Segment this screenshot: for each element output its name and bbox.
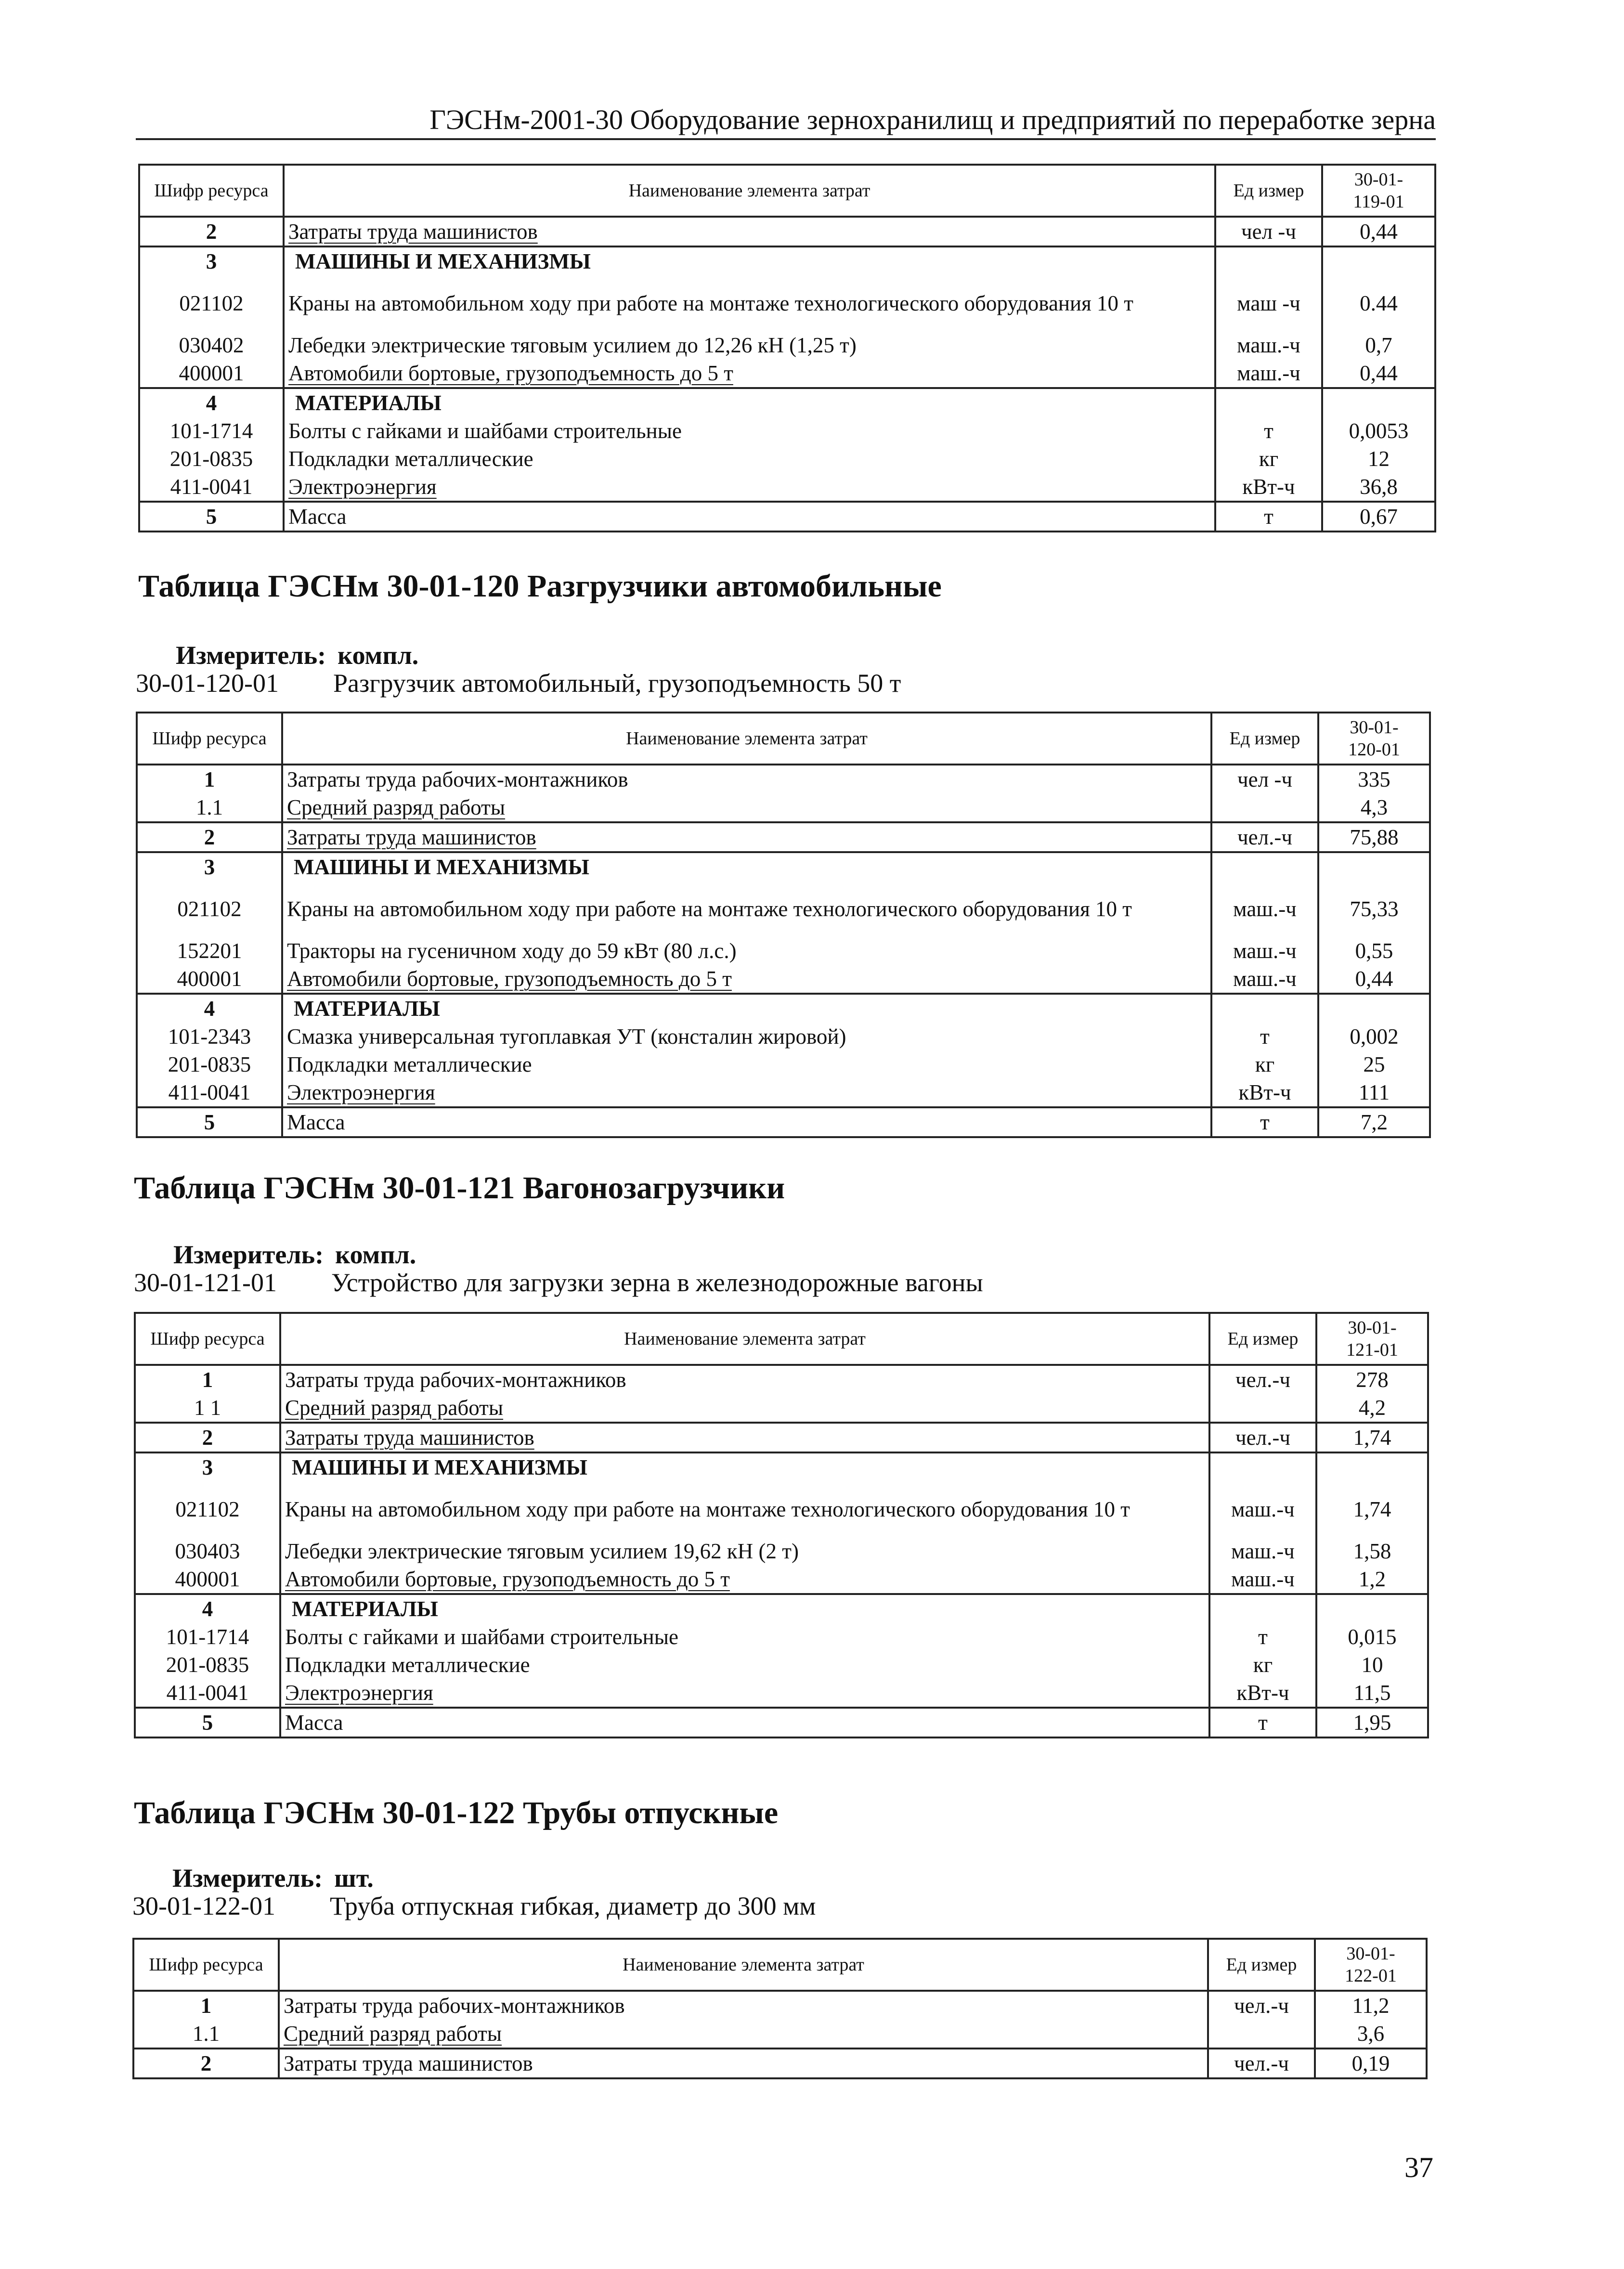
row-value — [1318, 852, 1430, 881]
row-code: 411-0041 — [137, 1078, 282, 1107]
table-row — [137, 965, 1430, 994]
row-name: Затраты труда машинистов — [279, 2049, 1208, 2078]
work-line-122 — [132, 1891, 816, 1921]
col-header-code: Шифр ресурса — [135, 1313, 280, 1365]
col-header-unit: Ед измер — [1208, 1939, 1315, 1991]
table-row — [139, 217, 1435, 246]
row-unit: чел.-ч — [1211, 822, 1318, 852]
row-value: 278 — [1316, 1365, 1428, 1394]
row-code: 021102 — [137, 881, 282, 937]
row-code: 400001 — [137, 965, 282, 994]
norm-code-bottom: 121-01 — [1346, 1340, 1398, 1360]
col-header-norm — [1318, 713, 1430, 765]
row-unit: кВт-ч — [1209, 1679, 1316, 1708]
table-row — [139, 331, 1435, 359]
section-row — [137, 994, 1430, 1023]
row-code: 1 — [137, 765, 282, 793]
row-unit: чел.-ч — [1209, 1365, 1316, 1394]
meter-label: Измеритель: — [176, 641, 326, 670]
row-name: Средний разряд работы — [280, 1394, 1209, 1423]
table-row — [137, 765, 1430, 793]
row-value: 11,2 — [1315, 1991, 1427, 2020]
row-unit: т — [1211, 1023, 1318, 1050]
meter-line-122 — [172, 1863, 385, 1893]
row-unit: т — [1211, 1107, 1318, 1137]
row-code: 201-0835 — [139, 445, 284, 473]
row-code: 2 — [133, 2049, 279, 2078]
row-name: Смазка универсальная тугоплавкая УТ (консталин жировой) — [282, 1023, 1211, 1050]
row-code: 2 — [135, 1423, 280, 1452]
row-value: 0,0053 — [1322, 417, 1435, 445]
row-code: 400001 — [135, 1565, 280, 1594]
row-name: Автомобили бортовые, грузоподъемность до 5 т — [280, 1565, 1209, 1594]
row-code: 030402 — [139, 331, 284, 359]
row-name: Затраты труда рабочих-монтажников — [282, 765, 1211, 793]
row-code: 021102 — [135, 1481, 280, 1537]
row-code: 411-0041 — [139, 473, 284, 502]
row-value: 7,2 — [1318, 1107, 1430, 1137]
resource-table-121 — [134, 1312, 1429, 1738]
table-row — [135, 1537, 1428, 1565]
row-code: 4 — [137, 994, 282, 1023]
row-code: 5 — [137, 1107, 282, 1137]
row-unit — [1209, 1452, 1316, 1481]
row-code: 101-2343 — [137, 1023, 282, 1050]
row-unit: маш.-ч — [1215, 331, 1322, 359]
table-row — [135, 1623, 1428, 1651]
row-name: Подкладки металлические — [282, 1050, 1211, 1078]
col-header-unit: Ед измер — [1209, 1313, 1316, 1365]
table-row — [135, 1394, 1428, 1423]
meter-line-120 — [176, 640, 430, 670]
row-unit — [1211, 793, 1318, 822]
table-title-121: Таблица ГЭСНм 30-01-121 Вагонозагрузчики — [134, 1170, 785, 1206]
row-unit — [1215, 246, 1322, 275]
resource-table-122 — [132, 1938, 1428, 2079]
resource-table-120 — [136, 712, 1431, 1138]
resource-table-119 — [138, 164, 1436, 532]
row-value: 75,88 — [1318, 822, 1430, 852]
row-unit: маш.-ч — [1209, 1537, 1316, 1565]
table-row — [137, 1050, 1430, 1078]
col-header-unit: Ед измер — [1215, 165, 1322, 217]
row-code: 411-0041 — [135, 1679, 280, 1708]
row-name: Лебедки электрические тяговым усилием 19,62 кН (2 т) — [280, 1537, 1209, 1565]
row-name: Болты с гайками и шайбами строительные — [284, 417, 1215, 445]
row-name: Затраты труда рабочих-монтажников — [279, 1991, 1208, 2020]
row-code: 030403 — [135, 1537, 280, 1565]
table-row — [133, 2020, 1427, 2049]
row-unit: маш.-ч — [1209, 1565, 1316, 1594]
row-value: 10 — [1316, 1651, 1428, 1679]
norm-code-top: 30-01- — [1350, 717, 1399, 738]
meter-value: компл. — [338, 641, 419, 670]
row-unit: чел.-ч — [1208, 1991, 1315, 2020]
running-header-text: ГЭСНм-2001-30 Оборудование зернохранилищ и предприятий по переработке зерна — [429, 104, 1436, 135]
norm-code-top: 30-01- — [1346, 1944, 1395, 1964]
page-number: 37 — [1404, 2152, 1433, 2183]
row-value: 0.44 — [1322, 275, 1435, 331]
table-row — [139, 445, 1435, 473]
row-code: 3 — [137, 852, 282, 881]
row-value — [1316, 1452, 1428, 1481]
row-code: 101-1714 — [139, 417, 284, 445]
row-value: 0,67 — [1322, 502, 1435, 532]
row-unit: чел.-ч — [1209, 1423, 1316, 1452]
norm-code-bottom: 120-01 — [1348, 739, 1400, 760]
row-value: 0,015 — [1316, 1623, 1428, 1651]
table-title-120: Таблица ГЭСНм 30-01-120 Разгрузчики автомобильные — [138, 569, 942, 604]
row-code: 400001 — [139, 359, 284, 388]
col-header-name: Наименование элемента затрат — [282, 713, 1211, 765]
row-code: 1.1 — [133, 2020, 279, 2049]
row-code: 4 — [135, 1594, 280, 1623]
row-unit: т — [1215, 417, 1322, 445]
table-header-row — [139, 165, 1435, 217]
table-row — [137, 1078, 1430, 1107]
row-code: 4 — [139, 388, 284, 417]
row-code: 152201 — [137, 937, 282, 965]
row-code: 101-1714 — [135, 1623, 280, 1651]
section-title: МАТЕРИАЛЫ — [284, 388, 1215, 417]
table-header-row — [137, 713, 1430, 765]
row-value: 25 — [1318, 1050, 1430, 1078]
row-unit — [1211, 994, 1318, 1023]
row-name: Электроэнергия — [282, 1078, 1211, 1107]
row-unit: маш.-ч — [1211, 965, 1318, 994]
col-header-norm — [1322, 165, 1435, 217]
section-row — [137, 852, 1430, 881]
row-unit: т — [1209, 1623, 1316, 1651]
meter-value: компл. — [335, 1240, 416, 1269]
row-unit: кВт-ч — [1211, 1078, 1318, 1107]
row-value: 1,58 — [1316, 1537, 1428, 1565]
col-header-code: Шифр ресурса — [139, 165, 284, 217]
row-name: Болты с гайками и шайбами строительные — [280, 1623, 1209, 1651]
section-title: МАТЕРИАЛЫ — [280, 1594, 1209, 1623]
row-name: Средний разряд работы — [279, 2020, 1208, 2049]
work-line-120 — [136, 668, 901, 698]
table-row — [135, 1651, 1428, 1679]
row-value — [1322, 388, 1435, 417]
row-code: 2 — [137, 822, 282, 852]
table-header-row — [135, 1313, 1428, 1365]
table-row — [133, 2049, 1427, 2078]
row-value: 1,95 — [1316, 1708, 1428, 1737]
col-header-name: Наименование элемента затрат — [284, 165, 1215, 217]
section-row — [135, 1452, 1428, 1481]
work-line-121 — [134, 1268, 983, 1297]
col-header-norm — [1315, 1939, 1427, 1991]
col-header-norm — [1316, 1313, 1428, 1365]
section-row — [139, 388, 1435, 417]
row-code: 5 — [135, 1708, 280, 1737]
table-row — [137, 822, 1430, 852]
row-name: Средний разряд работы — [282, 793, 1211, 822]
table-row — [133, 1991, 1427, 2020]
row-value: 111 — [1318, 1078, 1430, 1107]
row-name: Автомобили бортовые, грузоподъемность до 5 т — [282, 965, 1211, 994]
section-row — [135, 1594, 1428, 1623]
row-name: Затраты труда машинистов — [282, 822, 1211, 852]
row-unit: маш.-ч — [1211, 937, 1318, 965]
table-row — [135, 1365, 1428, 1394]
table-row — [137, 793, 1430, 822]
col-header-code: Шифр ресурса — [133, 1939, 279, 1991]
row-value: 4,3 — [1318, 793, 1430, 822]
row-unit: кг — [1209, 1651, 1316, 1679]
row-unit: т — [1209, 1708, 1316, 1737]
row-value: 0,44 — [1322, 217, 1435, 246]
row-unit: кг — [1211, 1050, 1318, 1078]
section-row — [139, 246, 1435, 275]
row-unit — [1209, 1394, 1316, 1423]
row-unit: маш -ч — [1215, 275, 1322, 331]
section-title: МАТЕРИАЛЫ — [282, 994, 1211, 1023]
table-row — [135, 1708, 1428, 1737]
row-name: Лебедки электрические тяговым усилием до 12,26 кН (1,25 т) — [284, 331, 1215, 359]
row-code: 1.1 — [137, 793, 282, 822]
table-row — [139, 473, 1435, 502]
norm-code-top: 30-01- — [1348, 1318, 1397, 1338]
row-value: 11,5 — [1316, 1679, 1428, 1708]
row-unit: кг — [1215, 445, 1322, 473]
meter-label: Измеритель: — [172, 1864, 323, 1893]
section-title: МАШИНЫ И МЕХАНИЗМЫ — [284, 246, 1215, 275]
table-row — [137, 937, 1430, 965]
row-value: 0,002 — [1318, 1023, 1430, 1050]
row-name: Масса — [282, 1107, 1211, 1137]
table-row — [139, 359, 1435, 388]
table-row — [137, 881, 1430, 937]
table-title-122: Таблица ГЭСНм 30-01-122 Трубы отпускные — [134, 1795, 779, 1830]
row-value — [1316, 1594, 1428, 1623]
row-code: 3 — [135, 1452, 280, 1481]
row-name: Подкладки металлические — [280, 1651, 1209, 1679]
section-title: МАШИНЫ И МЕХАНИЗМЫ — [282, 852, 1211, 881]
table-row — [137, 1107, 1430, 1137]
work-code: 30-01-121-01 — [134, 1268, 277, 1297]
row-value: 75,33 — [1318, 881, 1430, 937]
row-name: Краны на автомобильном ходу при работе на монтаже технологического оборудования 10 т — [280, 1481, 1209, 1537]
table-row — [135, 1565, 1428, 1594]
row-name: Затраты труда рабочих-монтажников — [280, 1365, 1209, 1394]
row-value: 335 — [1318, 765, 1430, 793]
section-title: МАШИНЫ И МЕХАНИЗМЫ — [280, 1452, 1209, 1481]
row-unit — [1209, 1594, 1316, 1623]
meter-line-121 — [173, 1240, 428, 1270]
table-row — [135, 1679, 1428, 1708]
row-name: Масса — [280, 1708, 1209, 1737]
row-unit: маш.-ч — [1215, 359, 1322, 388]
row-name: Краны на автомобильном ходу при работе на монтаже технологического оборудования 10 т — [284, 275, 1215, 331]
row-code: 1 — [135, 1365, 280, 1394]
norm-code-top: 30-01- — [1354, 169, 1403, 190]
col-header-name: Наименование элемента затрат — [279, 1939, 1208, 1991]
row-value: 0,44 — [1322, 359, 1435, 388]
row-value — [1322, 246, 1435, 275]
col-header-code: Шифр ресурса — [137, 713, 282, 765]
work-name: Труба отпускная гибкая, диаметр до 300 мм — [330, 1892, 816, 1920]
row-code: 5 — [139, 502, 284, 532]
row-value: 1,74 — [1316, 1423, 1428, 1452]
row-name: Тракторы на гусеничном ходу до 59 кВт (80 л.с.) — [282, 937, 1211, 965]
row-name: Затраты труда машинистов — [280, 1423, 1209, 1452]
col-header-unit: Ед измер — [1211, 713, 1318, 765]
row-unit — [1215, 388, 1322, 417]
row-name: Затраты труда машинистов — [284, 217, 1215, 246]
work-code: 30-01-120-01 — [136, 669, 279, 698]
row-unit: чел -ч — [1211, 765, 1318, 793]
row-unit: чел.-ч — [1208, 2049, 1315, 2078]
row-name: Электроэнергия — [280, 1679, 1209, 1708]
row-unit: чел -ч — [1215, 217, 1322, 246]
norm-code-bottom: 119-01 — [1353, 192, 1404, 212]
row-value: 1,2 — [1316, 1565, 1428, 1594]
row-value: 0,44 — [1318, 965, 1430, 994]
row-value: 4,2 — [1316, 1394, 1428, 1423]
row-name: Автомобили бортовые, грузоподъемность до 5 т — [284, 359, 1215, 388]
row-code: 201-0835 — [137, 1050, 282, 1078]
row-code: 201-0835 — [135, 1651, 280, 1679]
work-name: Устройство для загрузки зерна в железнодорожные вагоны — [331, 1268, 983, 1297]
row-unit: маш.-ч — [1211, 881, 1318, 937]
row-value: 0,19 — [1315, 2049, 1427, 2078]
row-unit: маш.-ч — [1209, 1481, 1316, 1537]
row-name: Краны на автомобильном ходу при работе на монтаже технологического оборудования 10 т — [282, 881, 1211, 937]
row-unit — [1211, 852, 1318, 881]
row-unit — [1208, 2020, 1315, 2049]
row-code: 2 — [139, 217, 284, 246]
row-value: 1,74 — [1316, 1481, 1428, 1537]
row-unit: т — [1215, 502, 1322, 532]
row-name: Масса — [284, 502, 1215, 532]
row-value — [1318, 994, 1430, 1023]
table-row — [135, 1423, 1428, 1452]
work-name: Разгрузчик автомобильный, грузоподъемность 50 т — [333, 669, 901, 698]
row-name: Электроэнергия — [284, 473, 1215, 502]
norm-code-bottom: 122-01 — [1345, 1966, 1397, 1986]
row-code: 3 — [139, 246, 284, 275]
work-code: 30-01-122-01 — [132, 1892, 275, 1920]
table-row — [139, 502, 1435, 532]
row-value: 0,55 — [1318, 937, 1430, 965]
row-code: 1 1 — [135, 1394, 280, 1423]
row-value: 12 — [1322, 445, 1435, 473]
table-row — [139, 417, 1435, 445]
row-code: 021102 — [139, 275, 284, 331]
meter-value: шт. — [334, 1864, 374, 1893]
table-header-row — [133, 1939, 1427, 1991]
row-value: 0,7 — [1322, 331, 1435, 359]
row-name: Подкладки металлические — [284, 445, 1215, 473]
meter-label: Измеритель: — [173, 1240, 324, 1269]
row-code: 1 — [133, 1991, 279, 2020]
col-header-name: Наименование элемента затрат — [280, 1313, 1209, 1365]
row-value: 36,8 — [1322, 473, 1435, 502]
table-row — [137, 1023, 1430, 1050]
table-row — [139, 275, 1435, 331]
running-header — [136, 94, 1436, 140]
row-unit: кВт-ч — [1215, 473, 1322, 502]
row-value: 3,6 — [1315, 2020, 1427, 2049]
table-row — [135, 1481, 1428, 1537]
